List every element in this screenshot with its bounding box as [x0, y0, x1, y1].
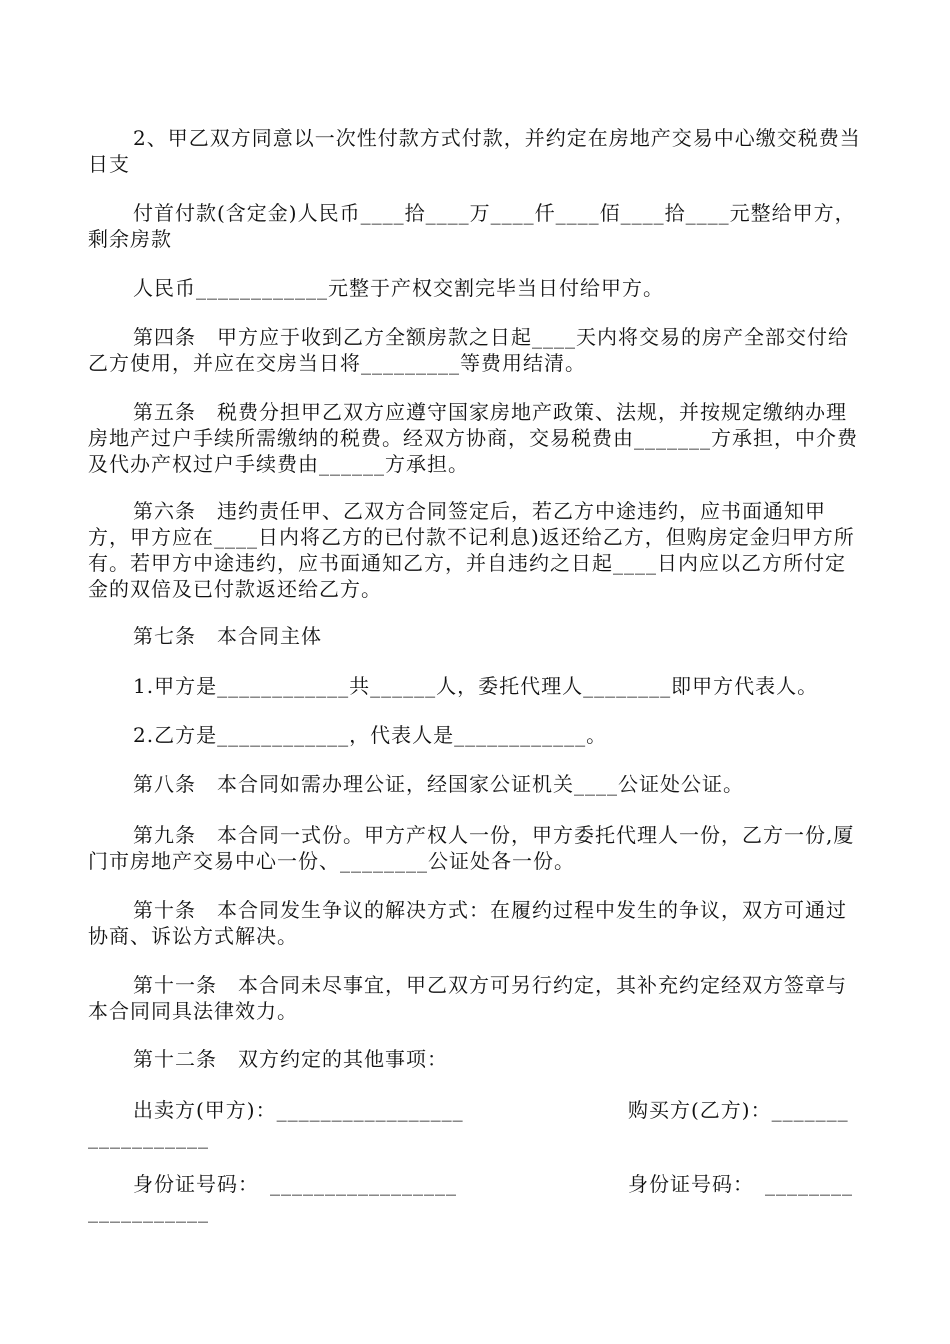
party-b-line: 2.乙方是____________，代表人是____________。 — [133, 723, 608, 747]
buyer-signature-continuation: ___________ — [88, 1125, 209, 1149]
article-11: 第十一条 本合同未尽事宜，甲乙双方可另行约定，其补充约定经双方签章与本合同同具法律效力。 — [88, 973, 847, 1023]
article-9: 第九条 本合同一式份。甲方产权人一份，甲方委托代理人一份，乙方一份,厦门市房地产交易中心一份、________公证处各一份。 — [88, 823, 855, 873]
article-7-heading: 第七条 本合同主体 — [133, 624, 322, 648]
party-a-line: 1.甲方是____________共______人，委托代理人________即甲方代表人。 — [133, 674, 819, 698]
payment-clause-2: 2、甲乙双方同意以一次性付款方式付款，并约定在房地产交易中心缴交税费当日支 — [88, 126, 861, 176]
article-12: 第十二条 双方约定的其他事项： — [133, 1047, 448, 1071]
article-5: 第五条 税费分担甲乙双方应遵守国家房地产政策、法规，并按规定缴纳办理房地产过户手续所需缴纳的税费。经双方协商，交易税费由_______方承担，中介费及代办产权过户手续费由______方承担。 — [88, 400, 858, 476]
article-8: 第八条 本合同如需办理公证，经国家公证机关____公证处公证。 — [133, 772, 744, 796]
buyer-signature-line: 购买方(乙方)：_______ — [628, 1098, 849, 1122]
signature-row — [88, 1097, 866, 1123]
article-10: 第十条 本合同发生争议的解决方式：在履约过程中发生的争议，双方可通过协商、诉讼方式解决。 — [88, 898, 847, 948]
down-payment-line: 付首付款(含定金)人民币____拾____万____仟____佰____拾____元整给甲方，剩余房款 — [88, 201, 856, 251]
seller-signature-line: 出卖方(甲方)：_________________ — [133, 1098, 464, 1122]
balance-payment-line: 人民币____________元整于产权交割完毕当日付给甲方。 — [133, 276, 664, 300]
id-number-row — [88, 1171, 866, 1197]
seller-id-line: 身份证号码： _________________ — [133, 1172, 457, 1196]
buyer-id-continuation: ___________ — [88, 1199, 209, 1223]
article-4: 第四条 甲方应于收到乙方全额房款之日起____天内将交易的房产全部交付给乙方使用，并应在交房当日将_________等费用结清。 — [88, 325, 849, 375]
article-6: 第六条 违约责任甲、乙双方合同签定后，若乙方中途违约，应书面通知甲方，甲方应在____日内将乙方的已付款不记利息)返还给乙方，但购房定金归甲方所有。若甲方中途违约，应书面通知乙方，并自违约之日起____日内应以乙方所付定金的双倍及已付款返还给乙方。 — [88, 499, 855, 601]
buyer-id-line: 身份证号码： ________ — [628, 1172, 853, 1196]
